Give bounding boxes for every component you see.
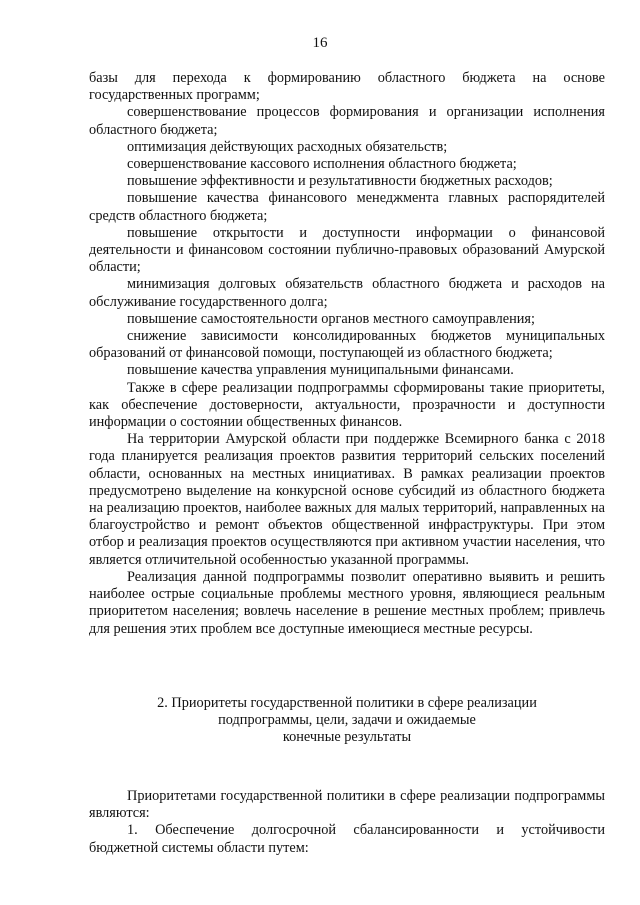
body-text-top: [89, 70, 605, 638]
paragraph: 1. Обеспечение долгосрочной сбалансированности и устойчивости бюджетной системы области путем:: [89, 822, 605, 856]
paragraph: снижение зависимости консолидированных бюджетов муниципальных образований от финансовой помощи, поступающей из областного бюджета;: [89, 328, 605, 362]
paragraph: Приоритетами государственной политики в сфере реализации подпрограммы являются:: [89, 788, 605, 822]
paragraph: На территории Амурской области при поддержке Всемирного банка с 2018 года планируется реализация проектов развития территорий сельских поселений области, основанных на местных инициативах. В рамках реализации проектов предусмотрено выделение на конкурсной основе субсидий из областного бюджета на реализацию проектов, наиболее важных для малых территорий, направленных на благоустройство и ремонт объектов общественной инфраструктуры. При этом отбор и реализация проектов осуществляются при активном участии населения, что является отличительной особенностью указанной программы.: [89, 431, 605, 568]
paragraph: повышение качества управления муниципальными финансами.: [127, 362, 514, 379]
paragraph: совершенствование процессов формирования и организации исполнения областного бюджета;: [89, 104, 605, 138]
paragraph: оптимизация действующих расходных обязательств;: [127, 138, 448, 155]
body-text-bottom: [89, 788, 605, 857]
paragraph: Также в сфере реализации подпрограммы сформированы такие приоритеты, как обеспечение достоверности, актуальности, прозрачности и доступности информации о состоянии общественных финансов.: [89, 379, 605, 431]
heading-line: 2. Приоритеты государственной политики в сфере реализации: [157, 695, 537, 711]
page-number: 16: [312, 35, 328, 51]
paragraph: повышение самостоятельности органов местного самоуправления;: [127, 310, 535, 327]
paragraph: повышение открытости и доступности информации о финансовой деятельности и финансовом состоянии публично-правовых образований Амурской области;: [89, 224, 605, 276]
paragraph: минимизация долговых обязательств областного бюджета и расходов на обслуживание государственного долга;: [89, 276, 605, 310]
paragraph: совершенствование кассового исполнения областного бюджета;: [127, 156, 517, 173]
section-heading: [89, 695, 605, 747]
paragraph: Реализация данной подпрограммы позволит оперативно выявить и решить наиболее острые социальные проблемы местного уровня, являющиеся реальным приоритетом населения; вовлечь население в решение местных проблем; привлечь для решения этих проблем все доступные имеющиеся местные ресурсы.: [89, 568, 605, 637]
paragraph: повышение качества финансового менеджмента главных распорядителей средств областного бюджета;: [89, 190, 605, 224]
paragraph: базы для перехода к формированию областного бюджета на основе государственных программ;: [89, 70, 605, 104]
paragraph: повышение эффективности и результативности бюджетных расходов;: [127, 173, 553, 190]
heading-line: конечные результаты: [282, 729, 412, 746]
heading-line: подпрограммы, цели, задачи и ожидаемые: [218, 712, 476, 729]
